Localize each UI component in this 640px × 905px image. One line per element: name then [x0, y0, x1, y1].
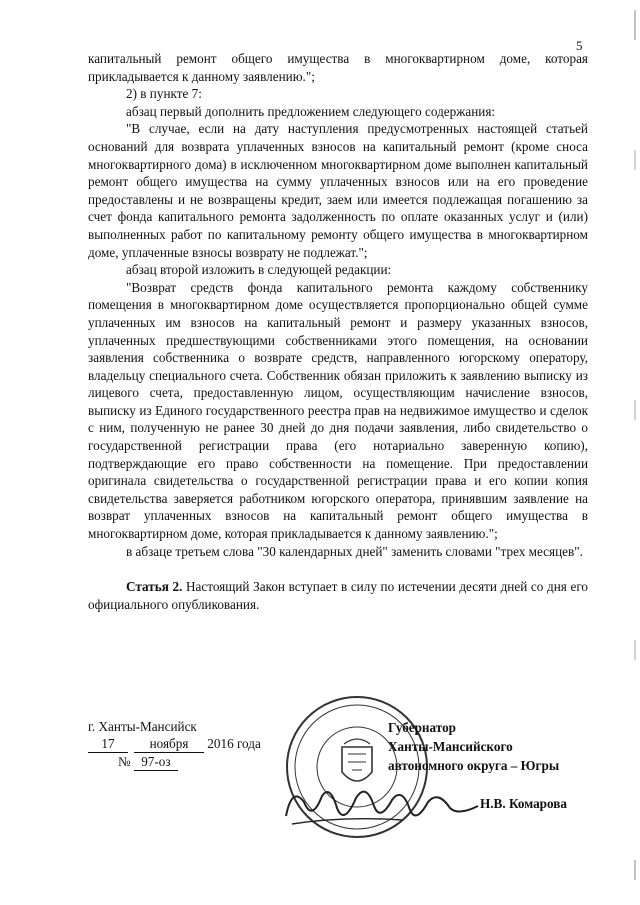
document-body [88, 50, 588, 613]
paragraph: "В случае, если на дату наступления предусмотренных настоящей статьей оснований для возврата уплаченных взносов на капитальный ремонт (кроме сноса многоквартирного дома) в исключенном многоквартирном доме выполнен капитальный ремонт общего имущества на сумму уплаченных взносов или на его проведение предоставлены и не возвращены кредит, заем или имеется подлежащая погашению за счет фонда капитального ремонта задолженность по оплате оказанных услуг и (или) выполненных работ по капитальному ремонту общего имущества в многоквартирном доме, уплаченные взносы возврату не подлежат."; [88, 121, 588, 260]
article-2 [88, 578, 588, 613]
page-number: 5 [576, 38, 583, 53]
paragraph: абзац первый дополнить предложением следующего содержания: [126, 103, 496, 119]
law-number [118, 753, 261, 771]
law-number-value: 97-оз [134, 753, 178, 771]
signing-year: 2016 года [207, 736, 261, 751]
signing-day: 17 [88, 735, 128, 753]
signing-city: г. Ханты-Мансийск [88, 719, 197, 734]
position-line: автономного округа – Югры [388, 758, 560, 773]
paragraph: "Возврат средств фонда капитального ремонта каждому собственнику помещения в многоквартирном доме осуществляется пропорционально общей сумме уплаченных им взносов на капитальный ремонт и размеру указанных взносов, уплаченных предшествующими собственниками этого помещения, на основании заявления собственника о возврате средств, направленного югорскому оператору, владельцу специального счета. Собственник обязан приложить к заявлению выписку из лицевого счета, предоставленную лицом, осуществляющим начисление взносов, выписку из Единого государственного реестра прав на недвижимое имущество и сделок с ним, полученную не ранее 30 дней до дня подачи заявления, либо свидетельство о государственной регистрации права (его нотариально заверенную копию), подтверждающие его право собственности на помещение. При предоставлении оригинала свидетельства о государственной регистрации права и его копии копия свидетельства заверяется работником югорского оператора, принявшим заявление на возврат уплаченных взносов на капитальный ремонт общего имущества в многоквартирном доме, которая прикладывается к данному заявлению."; [88, 279, 588, 542]
signer-name: Н.В. Комарова [480, 796, 567, 811]
scan-edge-marks [634, 0, 636, 905]
position-line: Ханты-Мансийского [388, 739, 513, 754]
signer-position [388, 718, 559, 775]
position-line: Губернатор [388, 720, 456, 735]
handwritten-signature-icon [282, 776, 482, 836]
signing-date [88, 735, 261, 753]
paragraph: абзац второй изложить в следующей редакции: [126, 262, 392, 278]
signing-place-date [88, 718, 261, 771]
paragraph: 2) в пункте 7: [126, 86, 202, 102]
article-text: Настоящий Закон вступает в силу по истечении десяти дней со дня его официального опубликования. [88, 579, 588, 612]
signing-month: ноября [134, 735, 204, 753]
paragraph: капитальный ремонт общего имущества в многоквартирном доме, которая прикладывается к данному заявлению."; [88, 51, 588, 84]
number-sign: № [118, 754, 131, 769]
paragraph: в абзаце третьем слова "30 календарных дней" заменить словами "трех месяцев". [126, 543, 583, 559]
article-label: Статья 2. [126, 579, 183, 595]
